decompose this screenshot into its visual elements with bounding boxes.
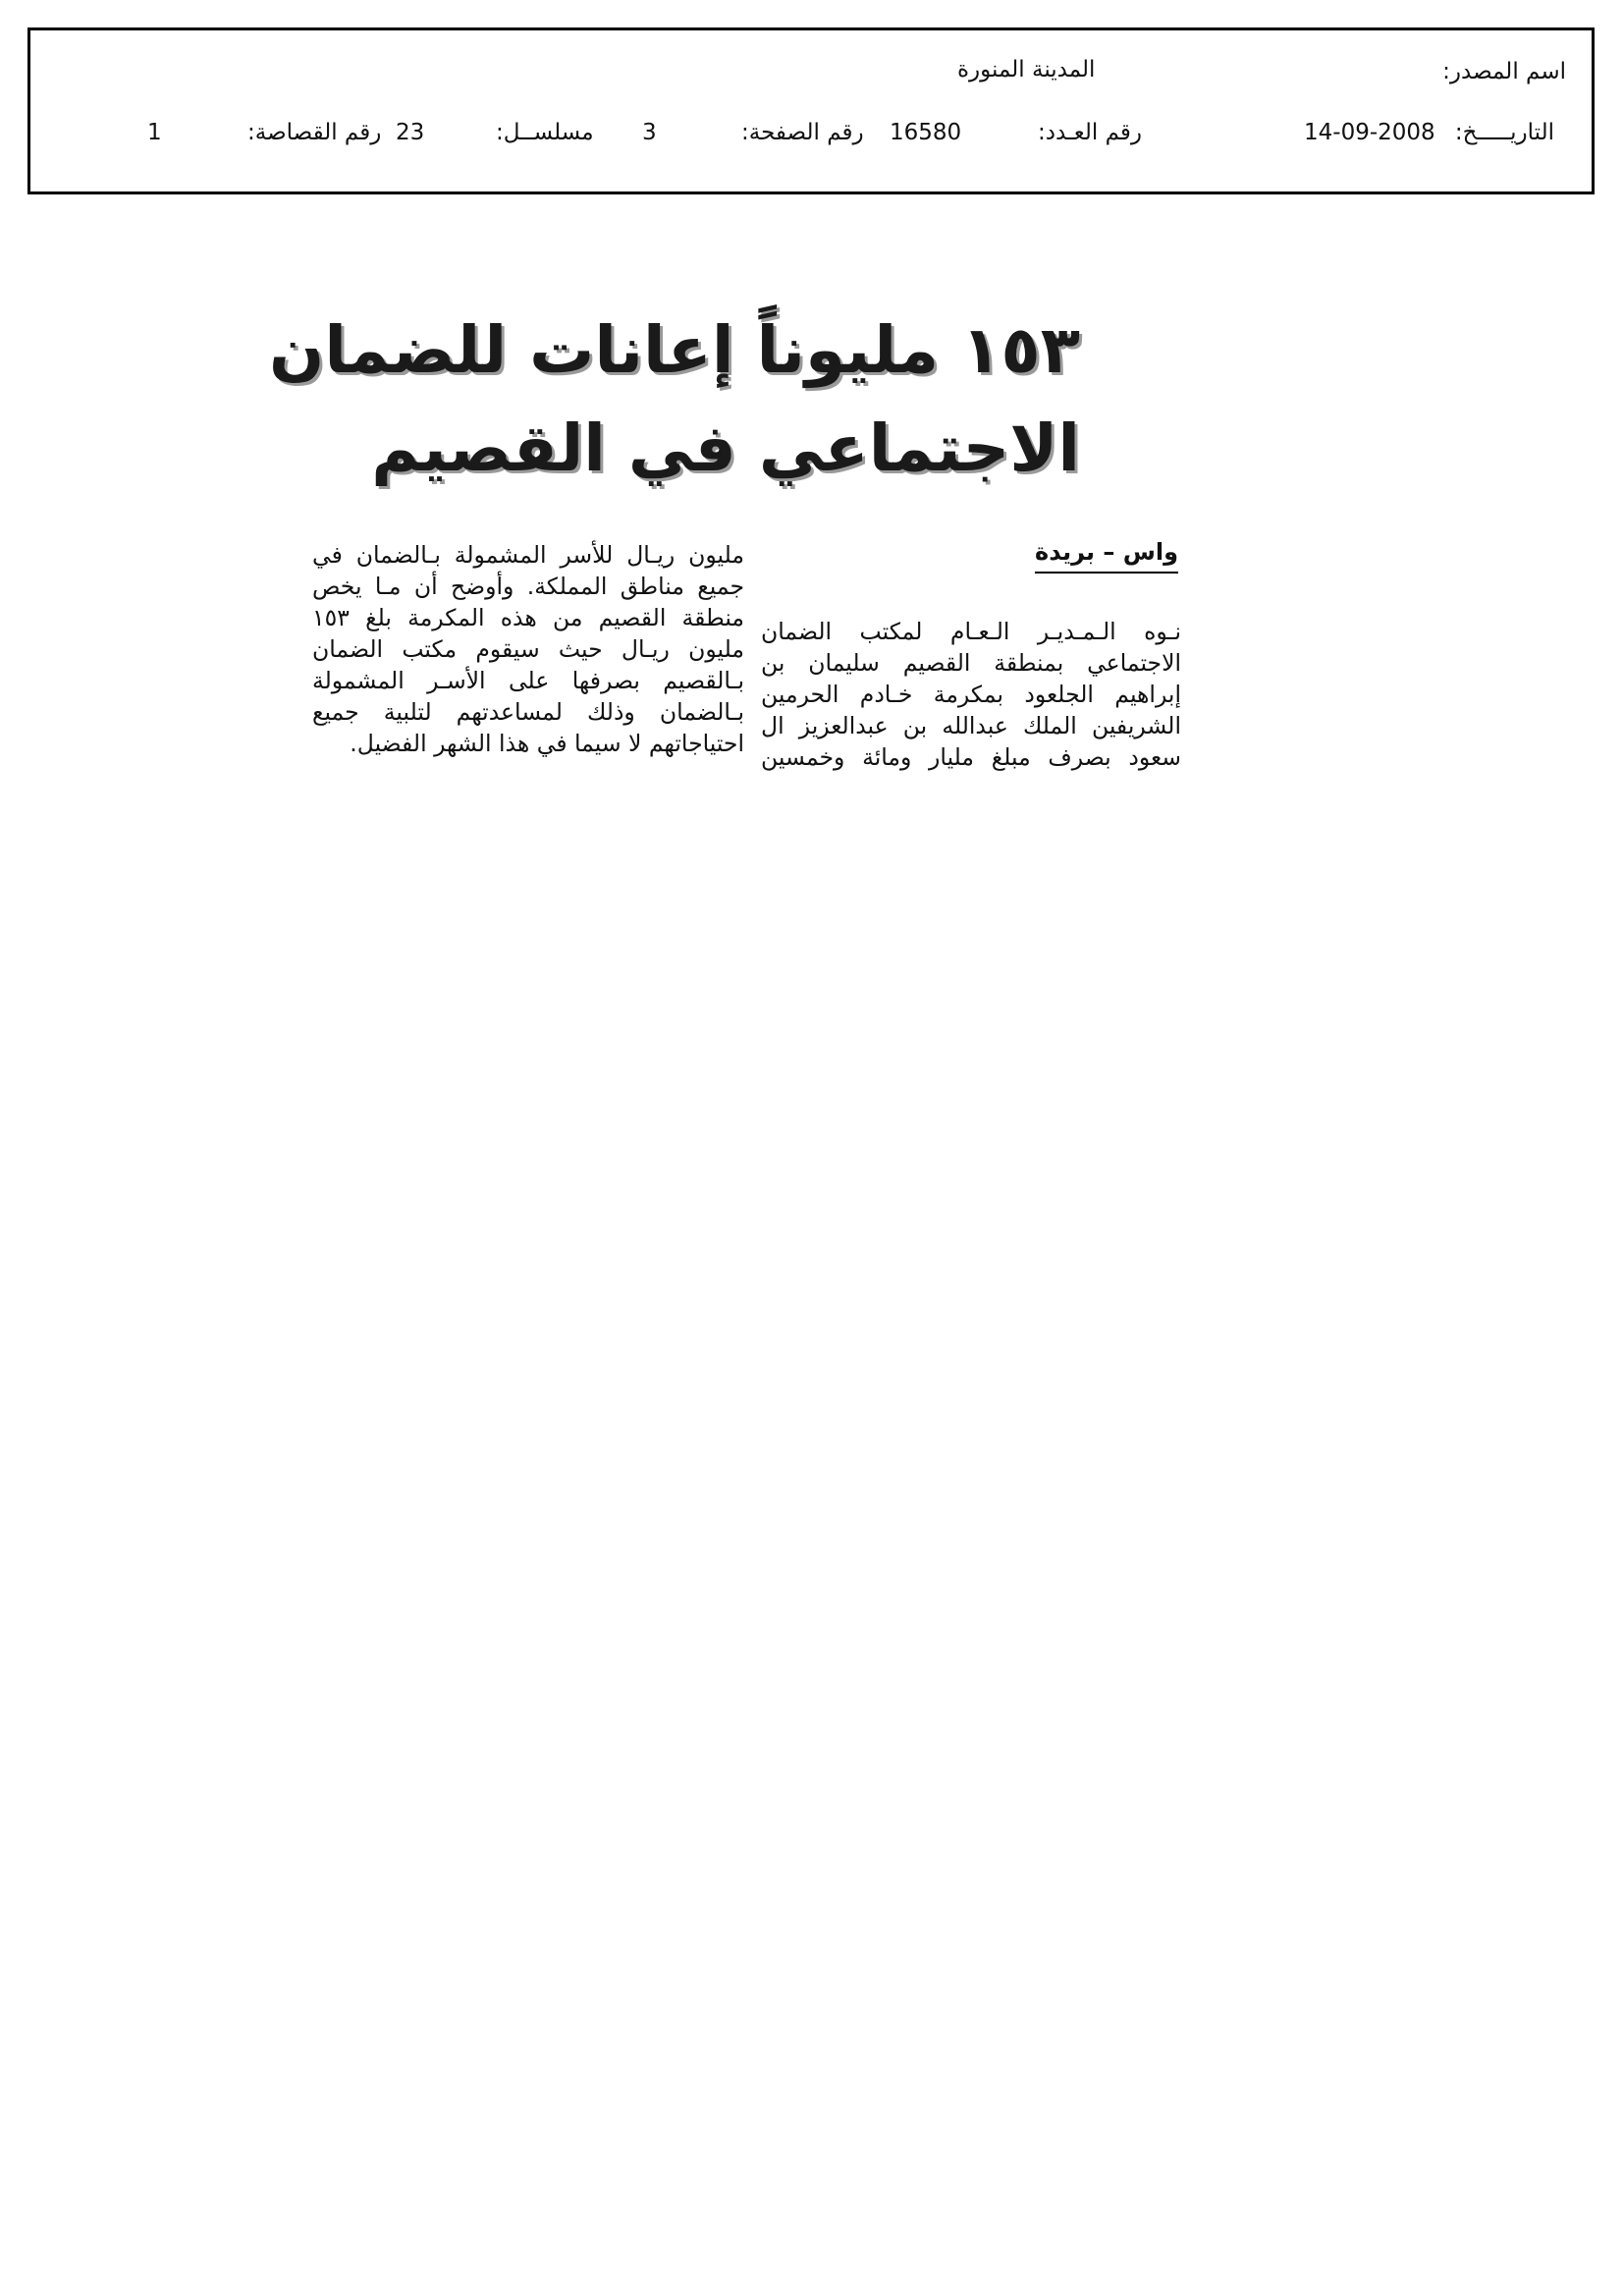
- serial-value: 23: [396, 120, 425, 145]
- headline-line-1: ١٥٣ مليوناً إعانات للضمان: [269, 312, 1080, 388]
- page-value: 3: [642, 120, 657, 145]
- article-line: جميع مناطق المملكة. وأوضح أن مـا يخص: [312, 573, 744, 600]
- byline: واس – بريدة: [1035, 538, 1178, 574]
- article-line: منطقة القصيم من هذه المكرمة بلغ ١٥٣: [312, 604, 744, 631]
- article-line: بـالضمان وذلك لمساعدتهم لتلبية جميع: [312, 698, 744, 726]
- issue-label: رقم العـدد:: [1038, 120, 1143, 145]
- article-line: سعود بصرف مبلغ مليار ومائة وخمسين: [761, 743, 1181, 771]
- article-line: بـالقصيم بصرفها على الأسـر المشمولة: [312, 667, 744, 694]
- article-column-right: [761, 616, 1181, 773]
- article-line: الاجتماعي بمنطقة القصيم سليمان بن: [761, 649, 1181, 677]
- page-label: رقم الصفحة:: [741, 120, 864, 145]
- headline-line-2: الاجتماعي في القصيم: [371, 410, 1080, 486]
- source-value: المدينة المنورة: [957, 57, 1096, 82]
- date-value: 14-09-2008: [1304, 120, 1435, 145]
- article-line: نـوه الـمـديـر الـعـام لمكتب الضمان: [761, 618, 1181, 645]
- clipping-header-box: [27, 27, 1595, 194]
- article-line: الشريفين الملك عبدالله بن عبدالعزيز ال: [761, 712, 1181, 739]
- source-label: اسم المصدر:: [1442, 59, 1566, 84]
- clipping-value: 1: [147, 120, 162, 145]
- clipping-label: رقم القصاصة:: [247, 120, 382, 145]
- article-line: مليون ريـال للأسر المشمولة بـالضمان في: [312, 541, 744, 569]
- article-column-left: [312, 539, 744, 759]
- date-label: التاريـــــخ:: [1454, 120, 1554, 145]
- serial-label: مسلســل:: [496, 120, 594, 145]
- article-line: احتياجاتهم لا سيما في هذا الشهر الفضيل.: [350, 730, 744, 757]
- article-line: إبراهيم الجلعود بمكرمة خـادم الحرمين: [761, 681, 1181, 708]
- issue-value: 16580: [890, 120, 962, 145]
- article-line: مليون ريـال حيث سيقوم مكتب الضمان: [312, 635, 744, 663]
